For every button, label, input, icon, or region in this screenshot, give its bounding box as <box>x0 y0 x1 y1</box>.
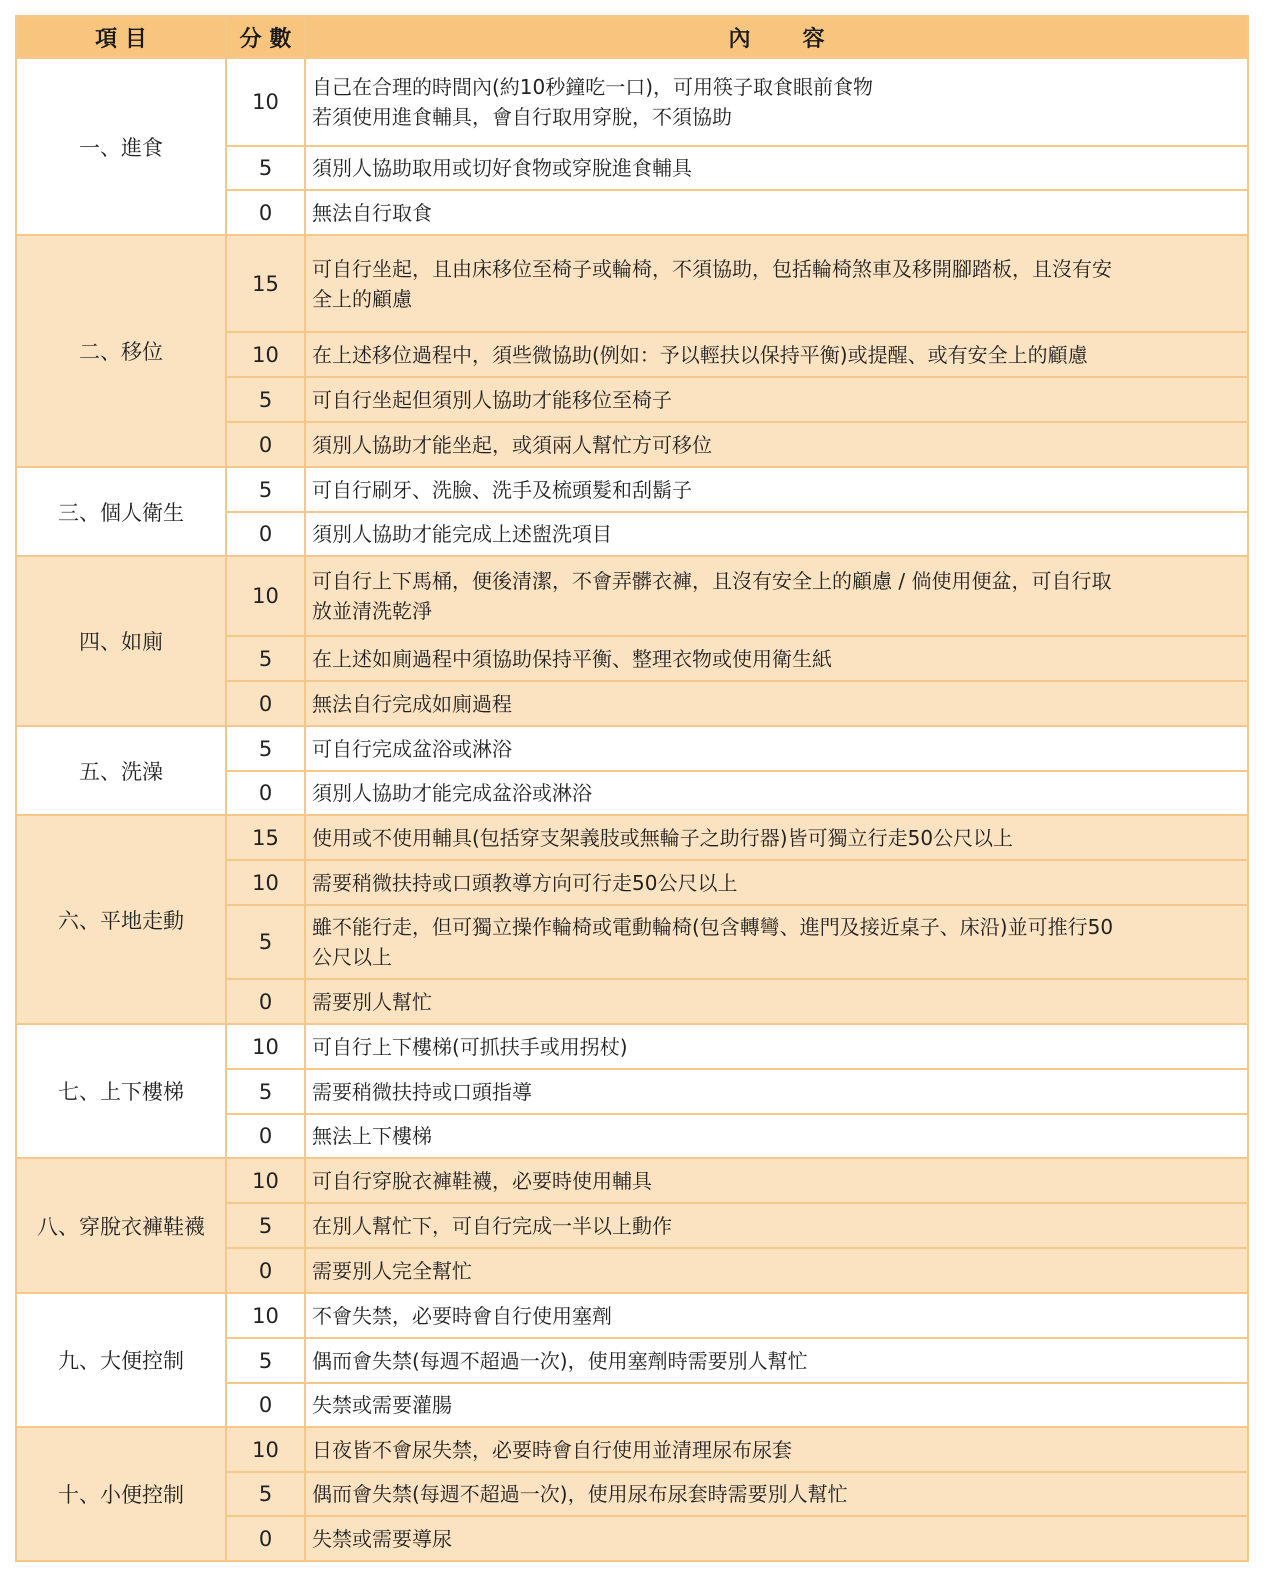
description-cell <box>305 1203 1248 1248</box>
score-cell: 5 <box>226 1338 305 1383</box>
description-cell <box>305 422 1248 467</box>
description-cell <box>305 726 1248 771</box>
score-cell: 5 <box>226 726 305 771</box>
description-cell <box>305 1024 1248 1069</box>
table-row <box>16 1293 1248 1338</box>
score-cell: 5 <box>226 1472 305 1516</box>
description-cell <box>305 636 1248 681</box>
description-line: 若須使用進食輔具，會自行取用穿脫，不須協助 <box>312 105 732 129</box>
description-line: 須別人協助才能坐起，或須兩人幫忙方可移位 <box>312 432 712 457</box>
score-cell: 0 <box>226 422 305 467</box>
description-line: 須別人協助才能完成盆浴或淋浴 <box>312 781 592 805</box>
description-cell <box>305 235 1248 332</box>
item-group <box>16 235 1248 467</box>
description-line: 無法自行取食 <box>312 200 432 225</box>
description-cell <box>305 512 1248 556</box>
score-cell: 5 <box>226 467 305 512</box>
item-name: 五、洗澡 <box>16 726 226 815</box>
description-cell <box>305 332 1248 377</box>
score-cell: 0 <box>226 1248 305 1293</box>
description-line: 須別人協助取用或切好食物或穿脫進食輔具 <box>312 156 692 180</box>
description-cell <box>305 681 1248 726</box>
description-line: 可自行完成盆浴或淋浴 <box>312 736 512 761</box>
description-cell <box>305 815 1248 860</box>
header-row <box>16 16 1248 58</box>
score-cell: 10 <box>226 860 305 905</box>
description-line: 雖不能行走，但可獨立操作輪椅或電動輪椅(包含轉彎、進門及接近桌子、床沿)並可推行50 <box>312 915 1114 939</box>
description-cell <box>305 1516 1248 1561</box>
description-cell <box>305 1248 1248 1293</box>
description-cell <box>305 377 1248 422</box>
table-row <box>16 815 1248 860</box>
item-group <box>16 58 1248 235</box>
header-content-char-1: 內 <box>728 26 751 52</box>
table-row <box>16 58 1248 146</box>
table-row <box>16 1158 1248 1203</box>
item-group <box>16 556 1248 726</box>
description-cell <box>305 1383 1248 1427</box>
description-line: 公尺以上 <box>312 945 392 969</box>
score-cell: 10 <box>226 1293 305 1338</box>
header-item: 項 目 <box>16 16 226 58</box>
description-cell <box>305 190 1248 235</box>
description-line: 需要別人完全幫忙 <box>312 1258 472 1283</box>
table-row <box>16 1024 1248 1069</box>
description-line: 可自行坐起但須別人協助才能移位至椅子 <box>312 387 672 412</box>
description-cell <box>305 467 1248 512</box>
description-line: 失禁或需要導尿 <box>312 1526 452 1551</box>
score-cell: 15 <box>226 235 305 332</box>
header-score: 分 數 <box>226 16 305 58</box>
description-cell <box>305 1158 1248 1203</box>
score-cell: 0 <box>226 1383 305 1427</box>
description-cell <box>305 556 1248 636</box>
item-name: 二、移位 <box>16 235 226 467</box>
score-cell: 0 <box>226 1516 305 1561</box>
description-line: 偶而會失禁(每週不超過一次)，使用塞劑時需要別人幫忙 <box>312 1348 808 1373</box>
description-line: 需要稍微扶持或口頭指導 <box>312 1079 532 1104</box>
table-row <box>16 726 1248 771</box>
description-line: 可自行上下馬桶，便後清潔，不會弄髒衣褲，且沒有安全上的顧慮 / 倘使用便盆，可自行取 <box>312 569 1112 593</box>
item-group <box>16 726 1248 815</box>
score-cell: 0 <box>226 681 305 726</box>
score-cell: 5 <box>226 146 305 190</box>
score-cell: 0 <box>226 512 305 556</box>
score-cell: 10 <box>226 332 305 377</box>
description-cell <box>305 1069 1248 1114</box>
item-group <box>16 467 1248 556</box>
item-name: 八、穿脫衣褲鞋襪 <box>16 1158 226 1293</box>
table-row <box>16 235 1248 332</box>
description-line: 在別人幫忙下，可自行完成一半以上動作 <box>312 1213 672 1238</box>
score-cell: 0 <box>226 979 305 1024</box>
description-cell <box>305 58 1248 146</box>
description-cell <box>305 1427 1248 1472</box>
table-row <box>16 467 1248 512</box>
description-line: 放並清洗乾淨 <box>312 599 432 623</box>
description-cell <box>305 1293 1248 1338</box>
item-name: 九、大便控制 <box>16 1293 226 1427</box>
item-group <box>16 815 1248 1024</box>
table-row <box>16 556 1248 636</box>
description-line: 可自行穿脫衣褲鞋襪，必要時使用輔具 <box>312 1168 652 1193</box>
description-line: 使用或不使用輔具(包括穿支架義肢或無輪子之助行器)皆可獨立行走50公尺以上 <box>312 825 1014 850</box>
score-cell: 10 <box>226 1427 305 1472</box>
score-cell: 5 <box>226 905 305 979</box>
header-content <box>305 16 1248 58</box>
description-line: 自己在合理的時間內(約10秒鐘吃一口)，可用筷子取食眼前食物 <box>312 75 874 99</box>
header-content-char-2: 容 <box>802 26 825 52</box>
description-cell <box>305 1114 1248 1158</box>
item-group <box>16 1427 1248 1561</box>
item-name: 一、進食 <box>16 58 226 235</box>
score-cell: 0 <box>226 190 305 235</box>
score-cell: 5 <box>226 636 305 681</box>
description-line: 可自行刷牙、洗臉、洗手及梳頭髮和刮鬍子 <box>312 477 692 502</box>
description-line: 全上的顧慮 <box>312 286 412 311</box>
item-name: 十、小便控制 <box>16 1427 226 1561</box>
adl-score-table <box>15 15 1249 1562</box>
score-cell: 10 <box>226 556 305 636</box>
item-name: 七、上下樓梯 <box>16 1024 226 1158</box>
description-cell <box>305 771 1248 815</box>
description-line: 不會失禁，必要時會自行使用塞劑 <box>312 1303 612 1328</box>
description-line: 在上述移位過程中，須些微協助(例如：予以輕扶以保持平衡)或提醒、或有安全上的顧慮 <box>312 342 1088 367</box>
score-cell: 10 <box>226 58 305 146</box>
description-line: 日夜皆不會尿失禁，必要時會自行使用並清理尿布尿套 <box>312 1437 792 1462</box>
item-group <box>16 1293 1248 1427</box>
description-line: 需要稍微扶持或口頭教導方向可行走50公尺以上 <box>312 870 738 895</box>
score-cell: 0 <box>226 771 305 815</box>
description-cell <box>305 860 1248 905</box>
description-line: 可自行坐起，且由床移位至椅子或輪椅，不須協助，包括輪椅煞車及移開腳踏板，且沒有安 <box>312 256 1112 281</box>
description-line: 無法自行完成如廁過程 <box>312 691 512 716</box>
description-line: 須別人協助才能完成上述盥洗項目 <box>312 522 612 546</box>
item-name: 六、平地走動 <box>16 815 226 1024</box>
description-line: 失禁或需要灌腸 <box>312 1393 452 1417</box>
item-name: 三、個人衛生 <box>16 467 226 556</box>
score-cell: 0 <box>226 1114 305 1158</box>
score-cell: 5 <box>226 377 305 422</box>
description-line: 偶而會失禁(每週不超過一次)，使用尿布尿套時需要別人幫忙 <box>312 1482 848 1506</box>
description-line: 可自行上下樓梯(可抓扶手或用拐杖) <box>312 1034 628 1059</box>
score-cell: 5 <box>226 1203 305 1248</box>
score-cell: 10 <box>226 1024 305 1069</box>
table-header <box>16 16 1248 58</box>
table-row <box>16 1427 1248 1472</box>
item-name: 四、如廁 <box>16 556 226 726</box>
description-cell <box>305 979 1248 1024</box>
description-line: 在上述如廁過程中須協助保持平衡、整理衣物或使用衛生紙 <box>312 646 832 671</box>
score-cell: 10 <box>226 1158 305 1203</box>
item-group <box>16 1158 1248 1293</box>
item-group <box>16 1024 1248 1158</box>
score-cell: 15 <box>226 815 305 860</box>
description-line: 無法上下樓梯 <box>312 1124 432 1148</box>
score-cell: 5 <box>226 1069 305 1114</box>
description-cell <box>305 905 1248 979</box>
description-cell <box>305 1472 1248 1516</box>
description-cell <box>305 146 1248 190</box>
description-cell <box>305 1338 1248 1383</box>
description-line: 需要別人幫忙 <box>312 989 432 1014</box>
